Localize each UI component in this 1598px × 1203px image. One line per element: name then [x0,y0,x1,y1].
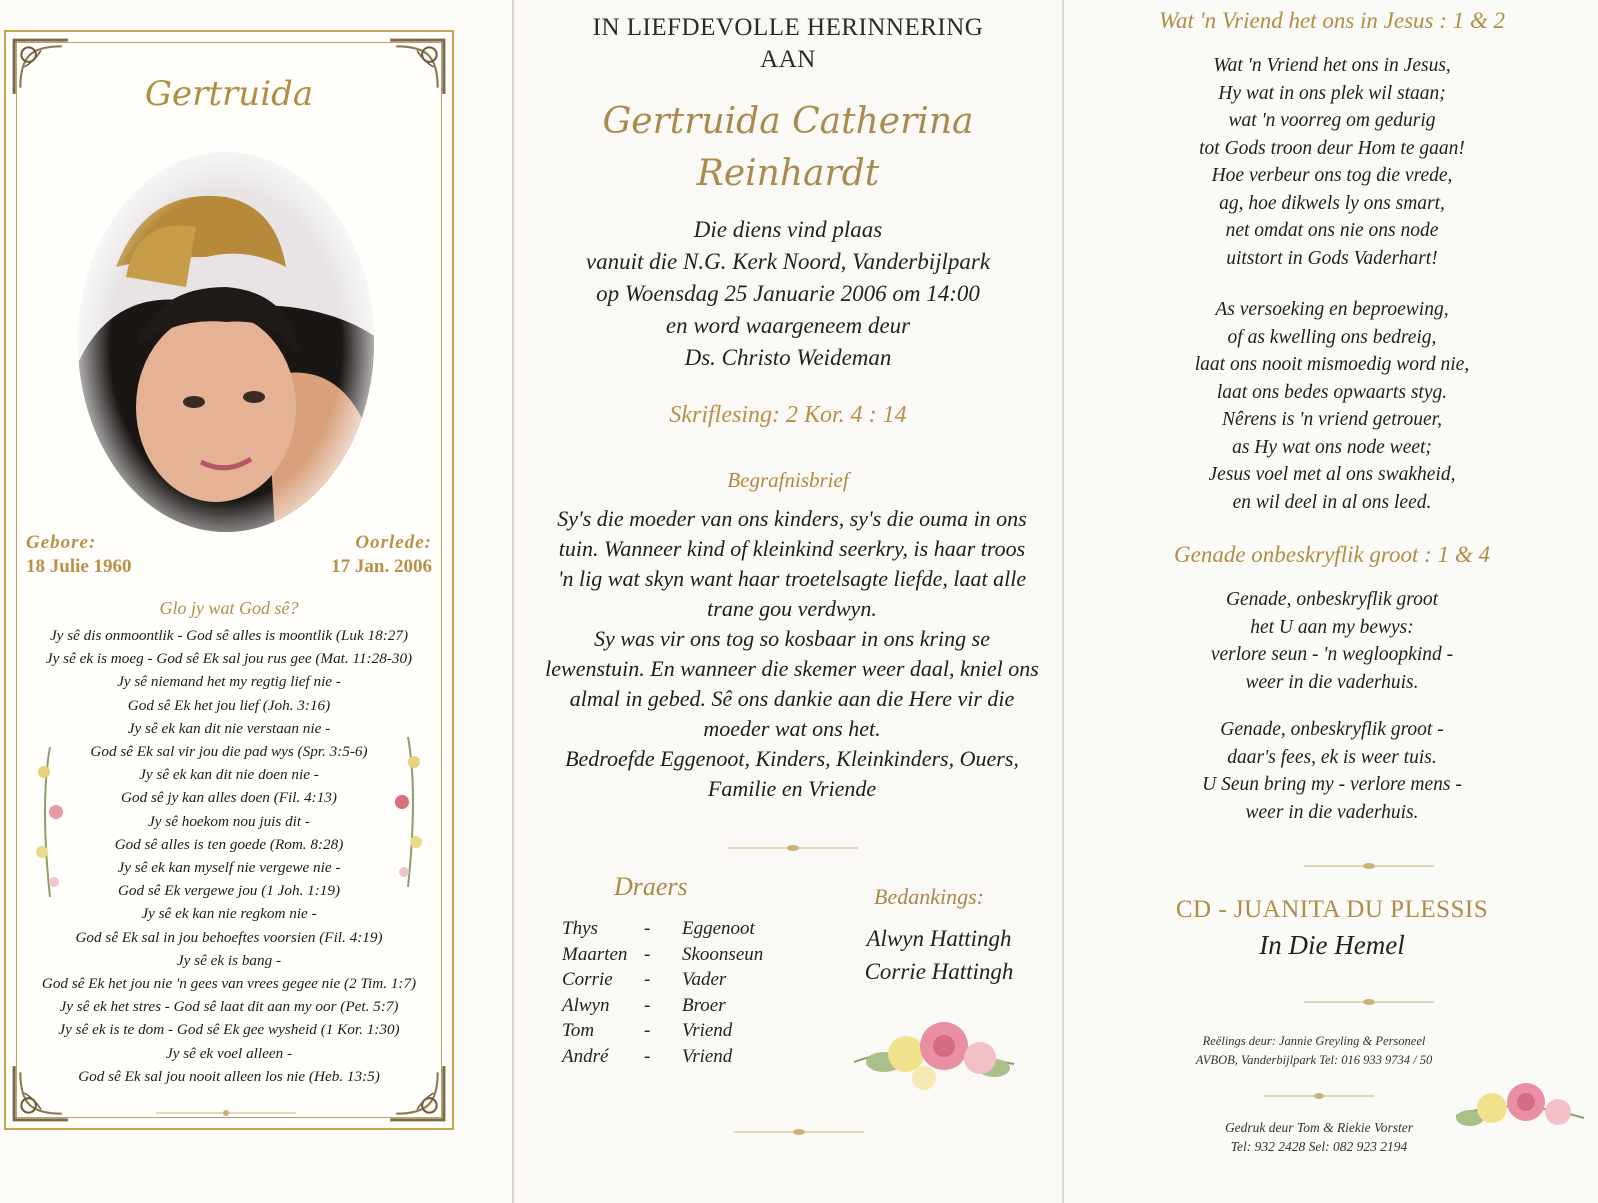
arrangements-line-1: Reëlings deur: Jannie Greyling & Personeel [1202,1034,1426,1048]
burial-letter-line: tuin. Wanneer kind of kleinkind seerkry, is haar troos [558,536,1026,561]
poem-line: God sê Ek sal in jou behoeftes voorsien (Fil. 4:19) [75,928,383,946]
memorial-heading [514,12,1062,76]
heading-line-2: AAN [760,46,816,73]
hymn-line: Wat 'n Vriend het ons in Jesus, [1213,55,1451,76]
poem-line: Jy sê dis onmoontlik - God sê alles is moontlik (Luk 18:27) [49,627,409,644]
hymn-line: wat 'n voorreg om gedurig [1228,110,1436,131]
hymn-2-stanza-2 [1064,716,1598,826]
born-label: Gebore: [26,532,97,553]
hymn-1-stanza-2 [1064,296,1598,516]
poem-line: Jy sê niemand het my regtig lief nie - [117,673,341,691]
poem-line: God sê Ek het jou nie 'n gees van vrees gegee nie (2 Tim. 1:7) [41,975,417,993]
poem-line: Jy sê ek kan nie regkom nie - [141,905,317,923]
bearer-dash: - [644,969,651,990]
service-line: op Woensdag 25 Januarie 2006 om 14:00 [596,281,980,306]
name-line-1: Gertruida Catherina [602,101,974,142]
hymn-line: weer in die vaderhuis. [1245,801,1419,823]
hymn-line: laat ons nooit mismoedig word nie, [1194,354,1470,375]
left-panel [0,0,510,1203]
hymn-1-stanza-1 [1064,52,1598,272]
poem-title: Glo jy wat God sê? [159,598,299,618]
burial-letter-line: 'n lig wat skyn want haar troetelsagte liefde, laat alle [557,566,1027,591]
bearer-row [562,993,802,1019]
cd-label: CD - JUANITA DU PLESSIS [1175,896,1489,923]
hymn-line: tot Gods troon deur Hom te gaan! [1199,137,1465,159]
card-first-name: Gertruida [144,74,314,114]
bearer-role: Vriend [682,1020,733,1041]
bearer-role: Skoonseun [682,943,764,965]
printed-line-1: Gedruk deur Tom & Riekie Vorster [1224,1120,1414,1135]
hymn-line: Jesus voel met al ons swakheid, [1208,464,1456,485]
hymn-line: daar's fees, ek is weer tuis. [1227,746,1437,768]
arrangements-credit [1124,1032,1504,1070]
hymn-line: laat ons bedes opwaarts styg. [1216,381,1448,403]
thanks-name: Corrie Hattingh [864,959,1014,984]
scripture-reading: Skriflesing: 2 Kor. 4 : 14 [669,402,907,428]
bearer-row [562,1044,802,1070]
death-info [331,532,432,578]
service-line: Die diens vind plaas [693,217,883,242]
bearer-name: André [562,1045,609,1067]
hymn-line: Hy wat in ons plek wil staan; [1218,82,1446,104]
divider-ornament-icon [1264,1086,1374,1096]
poem-line: God sê Ek sal jou nooit alleen los nie (Heb. 13:5) [78,1067,380,1085]
cd-song-title: In Die Hemel [1259,930,1405,960]
hymn-line: net omdat ons nie ons node [1225,220,1439,241]
bearer-name: Alwyn [562,994,610,1016]
thanks-list [844,922,1034,988]
burial-letter-line: Bedroefde Eggenoot, Kinders, Kleinkinders, Ouers, [565,746,1019,771]
hymn-line: verlore seun - 'n wegloopkind - [1210,644,1454,665]
divider-ornament-icon [734,1122,864,1132]
deceased-full-name [514,96,1062,200]
burial-letter-line: Sy's die moeder van ons kinders, sy's die ouma in ons [557,506,1027,531]
bearer-row [562,916,802,942]
bearer-name: Tom [562,1020,595,1041]
bearer-role: Eggenoot [682,918,755,939]
bearer-role: Vriend [682,1045,733,1067]
bearer-role: Vader [682,969,727,990]
hymn-line: as Hy wat ons node weet; [1232,436,1432,458]
died-label: Oorlede: [355,532,432,553]
burial-letter-line: almal in gebed. Sê ons dankie aan die Here vir die [569,686,1015,711]
thanks-title: Bedankings: [874,884,984,909]
born-date: 18 Julie 1960 [26,556,132,577]
bearers-title: Draers [614,872,688,901]
hymn-1-title: Wat 'n Vriend het ons in Jesus : 1 & 2 [1158,8,1506,33]
hymn-line: en wil deel in al ons leed. [1232,491,1432,513]
divider-ornament-icon [1304,856,1434,866]
poem-line: Jy sê ek is te dom - God sê Ek gee wysheid (1 Kor. 1:30) [58,1021,400,1039]
heading-line-1: IN LIEFDEVOLLE HERINNERING [592,14,984,41]
poem-line: God sê jy kan alles doen (Fil. 4:13) [121,789,337,807]
poem-line: Jy sê hoekom nou juis dit - [148,812,310,830]
printed-line-2: Tel: 932 2428 Sel: 082 923 2194 [1230,1139,1408,1154]
hymn-line: Genade, onbeskryflik groot - [1220,719,1444,740]
hymn-line: Genade, onbeskryflik groot [1225,589,1439,610]
bearer-name: Maarten [562,943,628,965]
bearer-dash: - [644,918,651,939]
flower-icon [378,732,438,892]
bearers-list [562,916,802,1069]
divider-ornament-icon [1304,992,1434,1002]
burial-letter-line: lewenstuin. En wanneer die skemer weer daal, kniel ons [545,656,1039,681]
hymn-line: As versoeking en beproewing, [1215,299,1449,320]
hymn-line: het U aan my bewys: [1250,616,1414,638]
thanks-name: Alwyn Hattingh [866,926,1012,951]
service-line: en word waargeneem deur [665,313,911,338]
poem-line: Jy sê ek is moeg - God sê Ek sal jou rus gee (Mat. 11:28-30) [45,650,413,668]
hymn-line: uitstort in Gods Vaderhart! [1226,247,1438,269]
poem-line: God sê Ek vergewe jou (1 Joh. 1:19) [117,882,341,900]
burial-letter-line: Familie en Vriende [707,776,877,801]
burial-letter-text [540,504,1044,804]
right-panel [1062,0,1598,1203]
portrait-photo [76,147,376,547]
bearer-dash: - [644,1045,651,1067]
poem-line: Jy sê ek kan dit nie verstaan nie - [127,719,331,737]
poem-line: God sê Ek het jou lief (Joh. 3:16) [127,696,331,714]
bearer-dash: - [644,943,651,965]
divider-ornament-icon [728,838,858,848]
poem-line: Jy sê ek voel alleen - [165,1044,293,1062]
burial-letter-line: Sy was vir ons tog so kosbaar in ons kring se [594,626,990,651]
flower-icon [20,742,80,902]
hymn-line: ag, hoe dikwels ly ons smart, [1219,192,1445,214]
poem-line: Jy sê ek is bang - [176,951,282,969]
roses-icon [1450,1066,1590,1146]
poem-line: Jy sê ek het stres - God sê laat dit aan my oor (Pet. 5:7) [59,998,399,1016]
divider-ornament-icon [156,1102,296,1110]
died-date: 17 Jan. 2006 [331,556,432,577]
hymn-2-stanza-1 [1064,586,1598,696]
bearer-dash: - [644,994,651,1016]
birth-info [26,532,132,578]
burial-letter-line: moeder wat ons het. [703,716,881,741]
poem-line: Jy sê ek kan dit nie doen nie - [139,766,319,784]
bearer-role: Broer [682,994,726,1016]
bearer-row [562,967,802,993]
hymn-line: of as kwelling ons bedreig, [1227,326,1437,348]
hymn-2-title: Genade onbeskryflik groot : 1 & 4 [1174,542,1490,567]
burial-letter-line: trane gou verdwyn. [707,596,877,621]
service-details [514,214,1062,374]
poem-line: God sê Ek sal vir jou die pad wys (Spr. 3:5-6) [90,743,368,761]
arrangements-line-2: AVBOB, Vanderbijlpark Tel: 016 933 9734 / 50 [1195,1053,1433,1067]
burial-letter-title: Begrafnisbrief [727,468,849,492]
printer-credit [1154,1118,1484,1156]
hymn-line: U Seun bring my - verlore mens - [1202,774,1462,795]
hymn-line: Hoe verbeur ons tog die vrede, [1211,165,1453,186]
bearer-name: Corrie [562,969,613,990]
roses-icon [844,1002,1024,1098]
hymn-line: weer in die vaderhuis. [1245,671,1419,693]
service-line: Ds. Christo Weideman [684,345,892,370]
middle-panel [512,0,1062,1203]
name-line-2: Reinhardt [696,153,880,194]
bearer-row [562,1018,802,1044]
poem-line: God sê alles is ten goede (Rom. 8:28) [114,835,344,853]
service-line: vanuit die N.G. Kerk Noord, Vanderbijlpark [585,249,991,274]
bearer-row [562,942,802,968]
poem-line: Jy sê ek kan myself nie vergewe nie - [117,859,341,877]
bearer-name: Thys [562,918,598,939]
bearer-dash: - [644,1020,651,1041]
memorial-card [4,30,454,1130]
hymn-line: Nêrens is 'n vriend getrouer, [1222,409,1442,430]
